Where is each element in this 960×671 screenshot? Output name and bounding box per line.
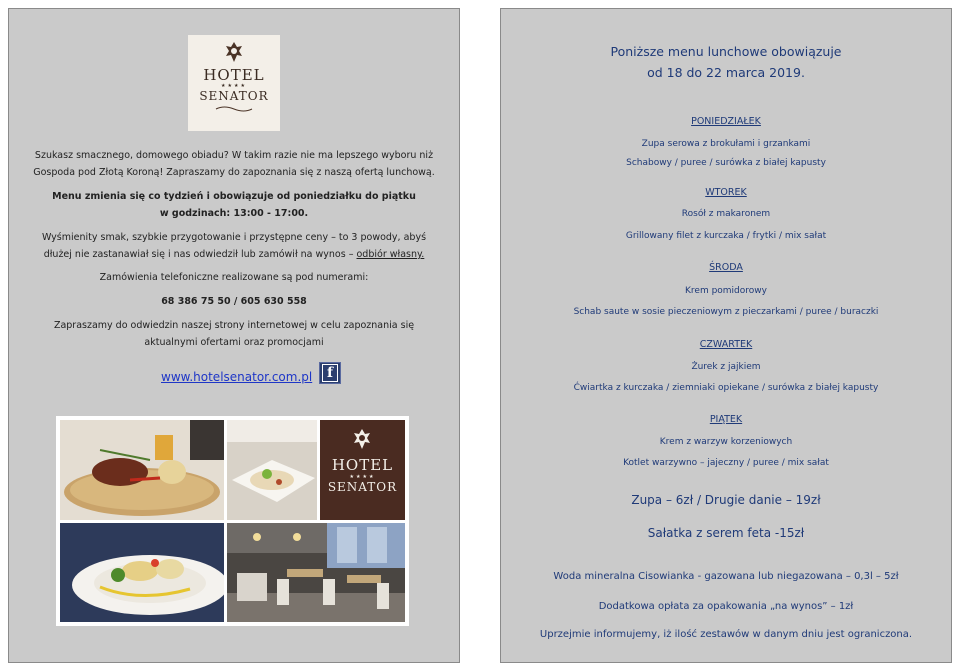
collage-logo-stars: ★★★★ (349, 474, 376, 480)
ornament-icon (214, 105, 254, 113)
website-line-1: Zapraszamy do odwiedzin naszej strony internetowej w celu zapoznania się (53, 320, 415, 331)
left-page (8, 8, 460, 663)
friday-soup: Krem z warzyw korzeniowych (659, 437, 793, 447)
phone-intro: Zamówienia telefoniczne realizowane są pod numerami: (99, 272, 369, 283)
phone-numbers: 68 386 75 50 / 605 630 558 (161, 296, 307, 307)
intro-line-2: Gospoda pod Złotą Koroną! Zapraszamy do zapoznania się z naszą ofertą lunchową. (33, 167, 435, 178)
facebook-icon[interactable] (319, 362, 341, 384)
tuesday-soup: Rosół z makaronem (681, 209, 771, 219)
intro-line-1: Szukasz smacznego, domowego obiadu? W takim razie nie ma lepszego wyboru niż (34, 150, 434, 161)
monday-main: Schabowy / puree / surówka z białej kapusty (626, 158, 826, 168)
friday-main: Kotlet warzywno – jajeczny / puree / mix sałat (623, 458, 829, 468)
day-wednesday: ŚRODA (709, 262, 743, 273)
photo-restaurant (227, 523, 405, 622)
reasons-line-1: Wyśmienity smak, szybkie przygotowanie i przystępne ceny – to 3 powody, abyś (41, 232, 427, 243)
thursday-soup: Żurek z jajkiem (691, 362, 761, 372)
collage-logo-senator: SENATOR (327, 480, 398, 494)
collage-logo (320, 420, 405, 520)
packaging-note: Dodatkowa opłata za opakowania „na wynos” – 1zł (598, 601, 854, 612)
tuesday-main: Grillowany filet z kurczaka / frytki / mix sałat (625, 231, 827, 241)
thursday-main: Ćwiartka z kurczaka / ziemniaki opiekane / surówka z białej kapusty (573, 383, 879, 393)
reasons-line-2 (9, 249, 459, 260)
logo-text-hotel: HOTEL (203, 66, 265, 84)
right-page (500, 8, 952, 663)
hotel-senator-logo (188, 35, 280, 131)
limited-notice: Uprzejmie informujemy, iż ilość zestawów w danym dniu jest ograniczona. (539, 629, 913, 640)
photo-fish (60, 523, 224, 622)
hours-line-1: Menu zmienia się co tydzień i obowiązuje od poniedziałku do piątku (52, 191, 416, 202)
day-monday: PONIEDZIAŁEK (691, 116, 761, 127)
photo-pasta (227, 420, 317, 520)
price-main: Zupa – 6zł / Drugie danie – 19zł (631, 493, 821, 507)
monday-soup: Zupa serowa z brokułami i grzankami (641, 139, 811, 149)
logo-text-senator: SENATOR (199, 89, 269, 103)
wednesday-soup: Krem pomidorowy (685, 286, 767, 296)
day-friday: PIĄTEK (709, 414, 743, 425)
photo-collage (56, 416, 409, 626)
logo-stars: ★★★★ (221, 83, 247, 89)
reasons-text: dłużej nie zastanawiał się i nas odwiedził lub zamówił na wynos – (43, 249, 357, 260)
crest-icon (351, 428, 373, 450)
menu-title-line-1: Poniższe menu lunchowe obowiązuje (610, 44, 842, 59)
facebook-letter: f (322, 364, 338, 382)
website-link[interactable]: www.hotelsenator.com.pl (161, 370, 313, 384)
photo-steak (60, 420, 224, 520)
price-salad: Sałatka z serem feta -15zł (647, 526, 805, 540)
day-thursday: CZWARTEK (699, 339, 753, 350)
water-note: Woda mineralna Cisowianka - gazowana lub niegazowana – 0,3l – 5zł (553, 571, 899, 582)
menu-title-line-2: od 18 do 22 marca 2019. (647, 65, 805, 80)
website-line-2: aktualnymi ofertami oraz promocjami (144, 337, 324, 348)
crest-icon (223, 41, 245, 63)
collage-logo-hotel: HOTEL (331, 456, 394, 474)
day-tuesday: WTOREK (705, 187, 747, 198)
hours-line-2: w godzinach: 13:00 - 17:00. (159, 208, 309, 219)
pickup-note: odbiór własny. (356, 249, 425, 260)
wednesday-main: Schab saute w sosie pieczeniowym z pieczarkami / puree / buraczki (573, 307, 879, 317)
